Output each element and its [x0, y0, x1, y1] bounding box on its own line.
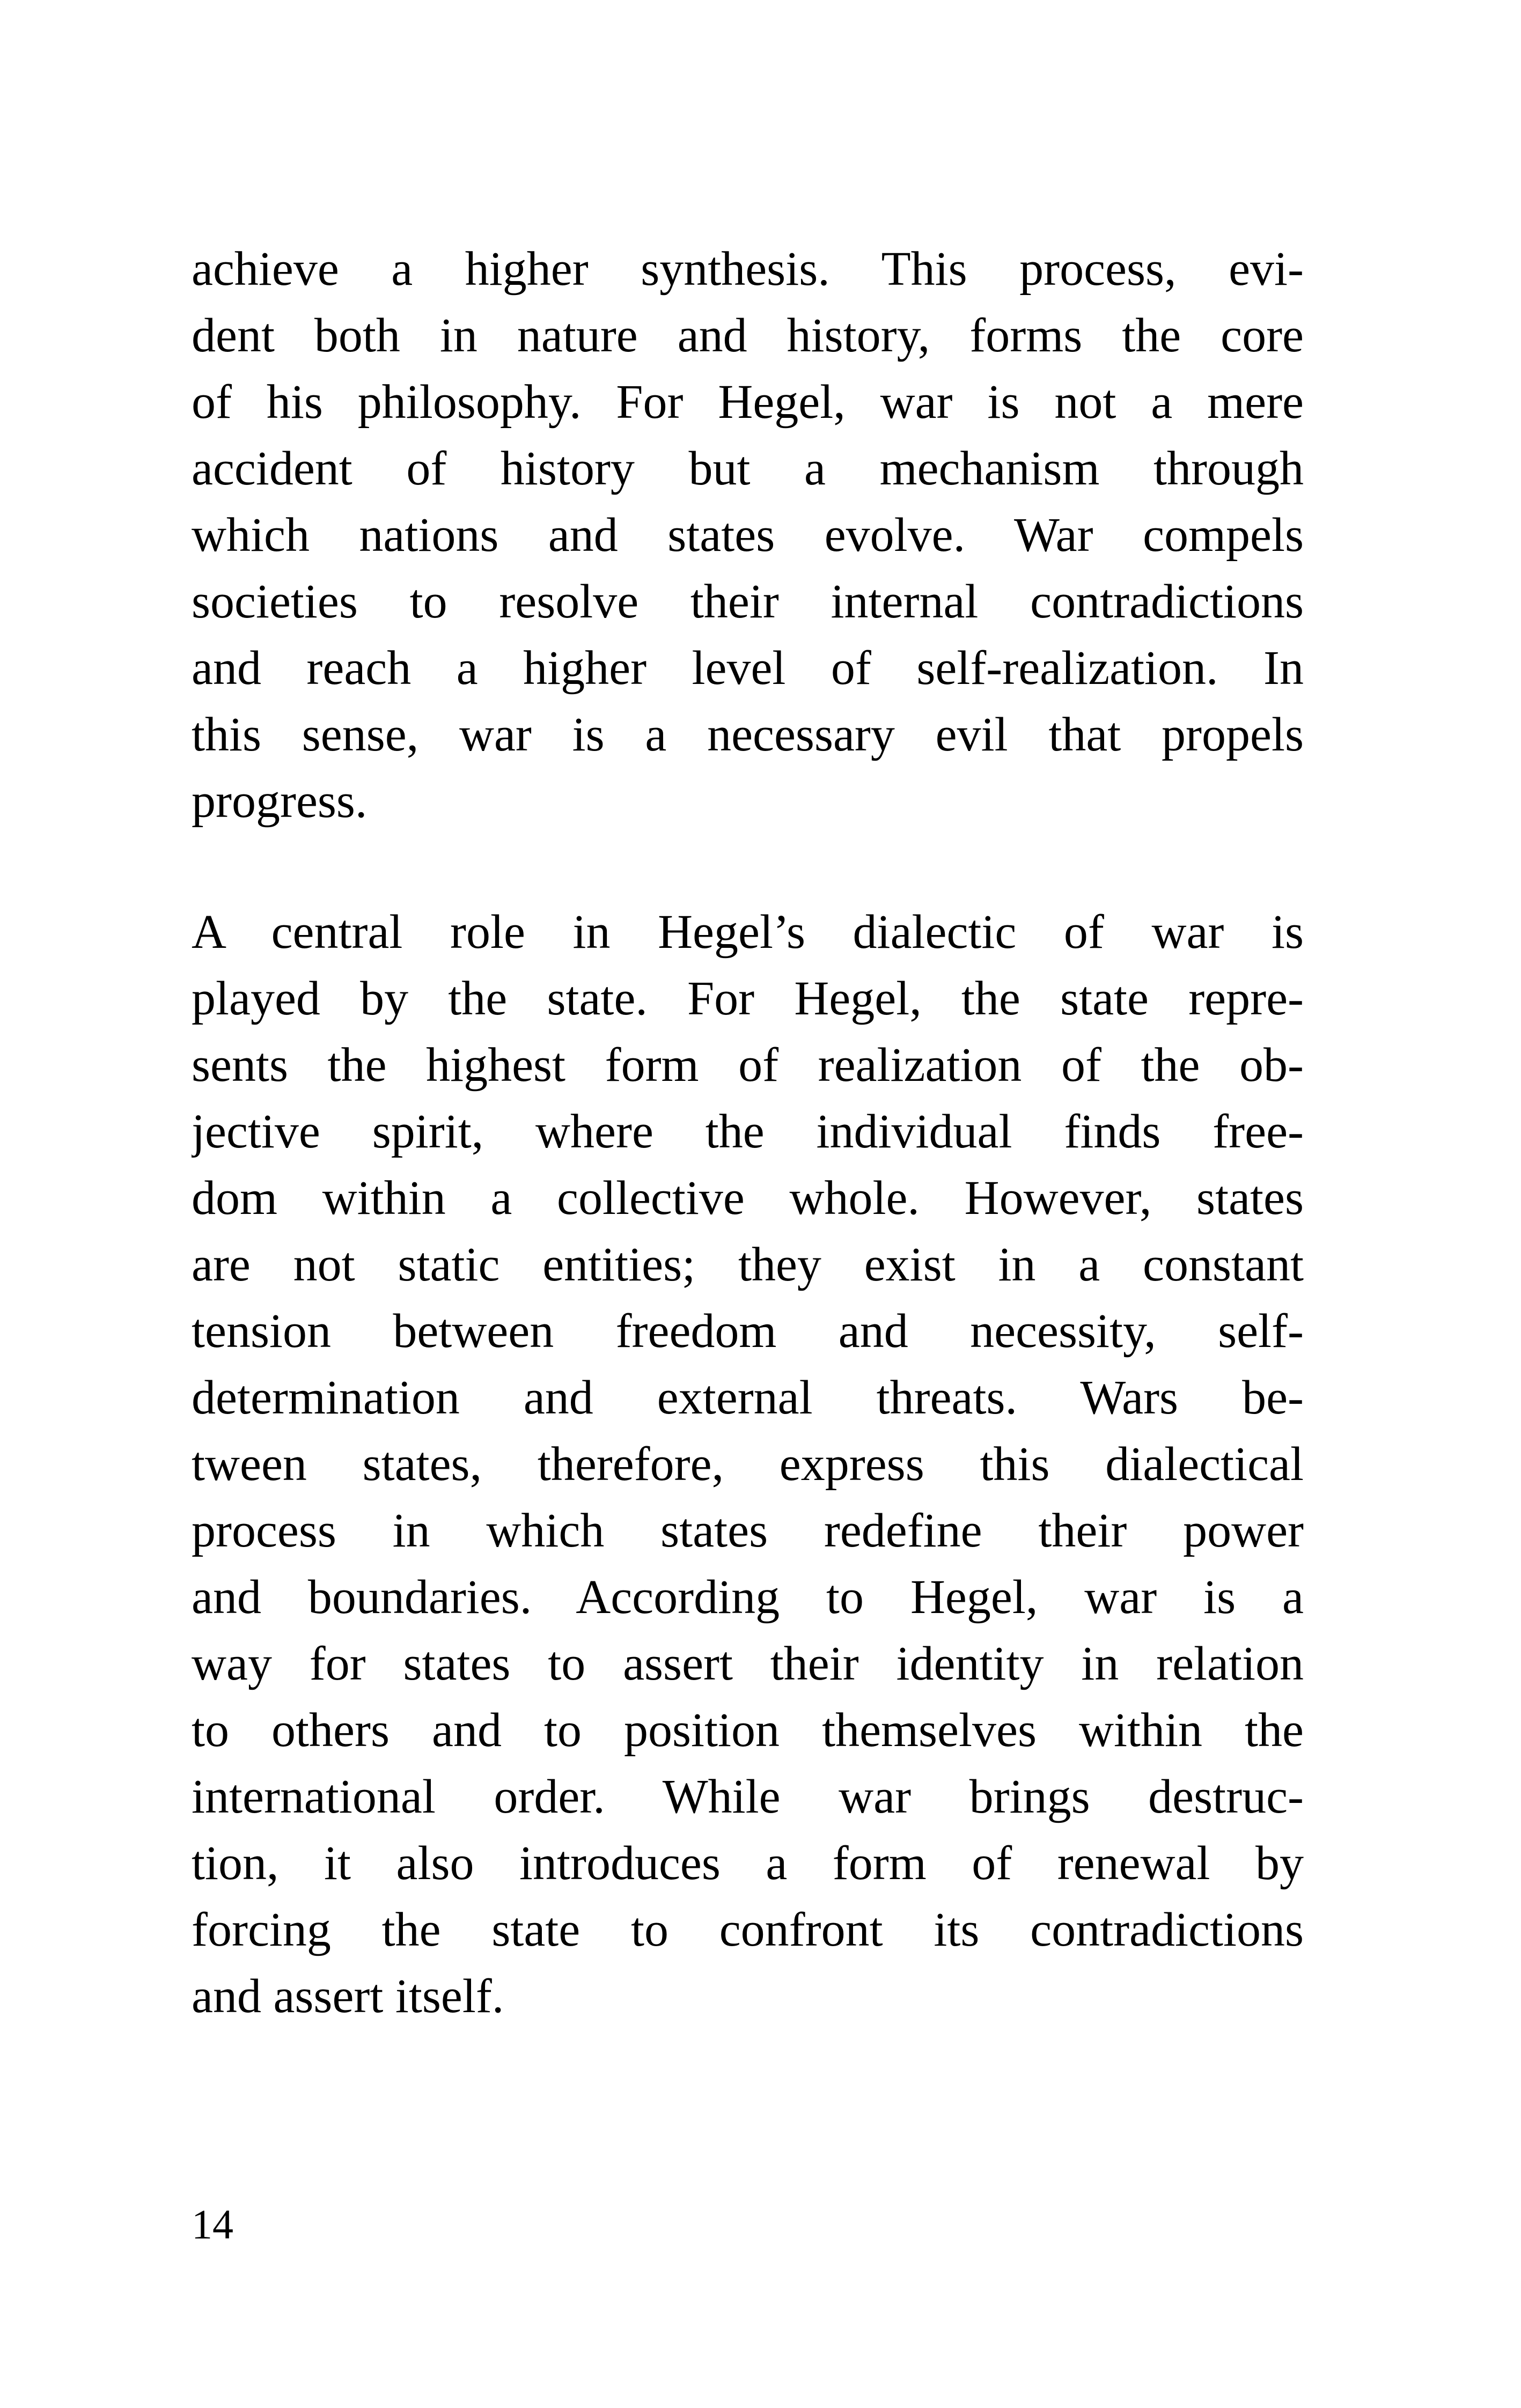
text-line: A central role in Hegel’s dialectic of war is: [192, 905, 1304, 959]
text-line: process in which states redefine their power: [192, 1504, 1304, 1557]
text-line: dom within a collective whole. However, states: [192, 1172, 1304, 1225]
page-number: 14: [192, 2201, 233, 2248]
text-line: international order. While war brings destruc-: [192, 1770, 1304, 1823]
text-line: forcing the state to confront its contradictions: [192, 1903, 1304, 1956]
text-line: progress.: [192, 775, 368, 828]
text-line: to others and to position themselves within the: [192, 1704, 1304, 1757]
text-line: played by the state. For Hegel, the state repre-: [192, 972, 1304, 1025]
text-line: and assert itself.: [192, 1970, 504, 2023]
text-line: sents the highest form of realization of the ob-: [192, 1039, 1304, 1092]
text-line: accident of history but a mechanism through: [192, 442, 1304, 495]
text-line: are not static entities; they exist in a constant: [192, 1238, 1304, 1291]
text-line: of his philosophy. For Hegel, war is not a mere: [192, 375, 1304, 429]
text-line: this sense, war is a necessary evil that propels: [192, 708, 1304, 761]
text-line: and reach a higher level of self-realization. In: [192, 642, 1304, 695]
text-line: tension between freedom and necessity, self-: [192, 1305, 1304, 1358]
text-line: determination and external threats. Wars be-: [192, 1371, 1304, 1424]
paragraph-1: [192, 236, 1304, 835]
text-line: tween states, therefore, express this dialectical: [192, 1438, 1304, 1491]
text-line: way for states to assert their identity in relation: [192, 1637, 1304, 1690]
text-line: achieve a higher synthesis. This process, evi-: [192, 242, 1304, 296]
paragraph-2: [192, 899, 1304, 2030]
text-line: societies to resolve their internal contradictions: [192, 575, 1304, 628]
text-line: and boundaries. According to Hegel, war is a: [192, 1571, 1304, 1624]
page-body-text: [192, 236, 1304, 2030]
text-line: tion, it also introduces a form of renewal by: [192, 1837, 1304, 1890]
text-line: dent both in nature and history, forms the core: [192, 309, 1304, 362]
text-line: which nations and states evolve. War compels: [192, 509, 1304, 562]
text-line: jective spirit, where the individual finds free-: [192, 1105, 1304, 1158]
